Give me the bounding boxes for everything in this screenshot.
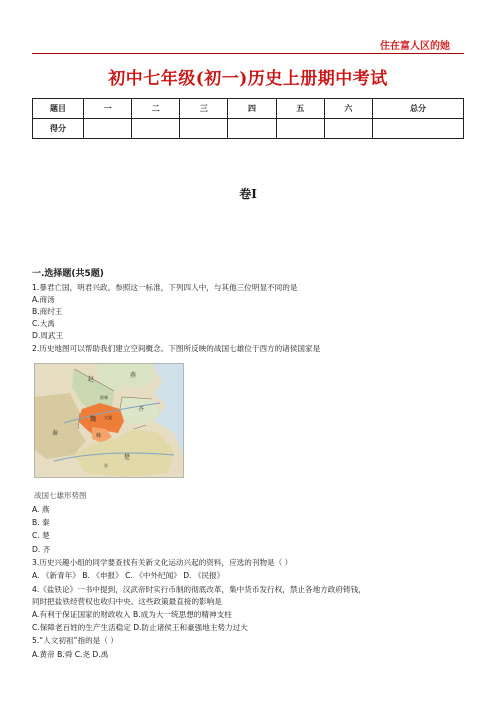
score-cell [276, 119, 324, 139]
map-label: 韩 [96, 433, 102, 439]
map-label: 燕 [130, 372, 137, 379]
question-2-option: A. 燕 [32, 505, 50, 514]
score-row-label: 得分 [33, 119, 84, 139]
question-2-option: C. 楚 [32, 531, 50, 540]
score-header-cell: 六 [324, 99, 372, 119]
map-label: 秦 [52, 430, 59, 437]
question-3-options: A. 《新青年》 B. 《申报》 C. 《中外纪闻》 D. 《民报》 [32, 571, 225, 580]
score-table-header-row [33, 99, 464, 119]
volume-heading: 卷I [239, 187, 257, 201]
map-caption: 战国七雄形势图 [34, 491, 87, 500]
map-label: 齐 [138, 406, 145, 413]
map-label: 赵 [88, 376, 95, 383]
warring-states-map [34, 363, 184, 478]
header-rule [32, 53, 464, 54]
score-header-cell: 二 [132, 99, 180, 119]
score-header-cell: 题目 [33, 99, 84, 119]
score-header-cell: 四 [228, 99, 276, 119]
map-label: 邯郸 [100, 395, 108, 400]
question-5-options: A.黄帝 B.舜 C.尧 D.禹 [32, 650, 109, 659]
question-2-option: D. 齐 [32, 545, 51, 554]
question-1-stem: 1.暴君亡国，明君兴政。参照这一标准，下列四人中，与其他三位明显不同的是 [32, 283, 298, 292]
score-table-row [33, 119, 464, 139]
question-1-option: D.周武王 [32, 331, 64, 340]
question-1-option: C.大禹 [32, 319, 55, 328]
score-header-cell: 三 [180, 99, 228, 119]
score-cell [228, 119, 276, 139]
question-4-stem: 4.《盐铁论》一书中提到，汉武帝时实行币制的彻底改革，集中货币发行权，禁止各地方政府铸钱， [32, 585, 366, 594]
map-label: 大梁 [104, 415, 112, 420]
score-cell [132, 119, 180, 139]
question-5-stem: 5.“人文初祖”指的是（ ） [32, 636, 118, 645]
page-title: 初中七年级(初一)历史上册期中考试 [108, 69, 388, 89]
score-cell [324, 119, 372, 139]
score-cell [180, 119, 228, 139]
question-2-stem: 2.历史地图可以帮助我们建立空间概念。下图所反映的战国七雄位于西方的诸侯国家是 [32, 344, 321, 353]
brand-watermark: 住在富人区的她 [380, 41, 450, 52]
question-4-options: C.保障老百姓的生产生活稳定 D.防止诸侯王和豪强地主势力过大 [32, 623, 248, 632]
question-3-stem: 3.历史兴趣小组的同学要查找有关新文化运动兴起的资料，应选的刊物是（ ） [32, 558, 293, 567]
map-label: 魏 [90, 416, 97, 423]
question-1-option: A.商汤 [32, 295, 55, 304]
question-2-option: B. 秦 [32, 518, 50, 527]
section-heading: 一.选择题(共5题) [32, 269, 104, 279]
question-4-options: A.有利于保证国家的财政收入 B.成为大一统思想的精神支柱 [32, 610, 232, 619]
score-table [32, 98, 464, 139]
score-header-cell: 五 [276, 99, 324, 119]
question-1-option: B.商纣王 [32, 307, 63, 316]
score-cell [372, 119, 463, 139]
map-label: 郢 [104, 463, 108, 468]
score-header-cell: 总分 [372, 99, 463, 119]
score-header-cell: 一 [84, 99, 132, 119]
map-label: 楚 [124, 454, 131, 461]
question-4-stem-continued: 同时把盐铁经营权也收归中央。这些政策最直接的影响是 [32, 597, 222, 606]
score-cell [84, 119, 132, 139]
